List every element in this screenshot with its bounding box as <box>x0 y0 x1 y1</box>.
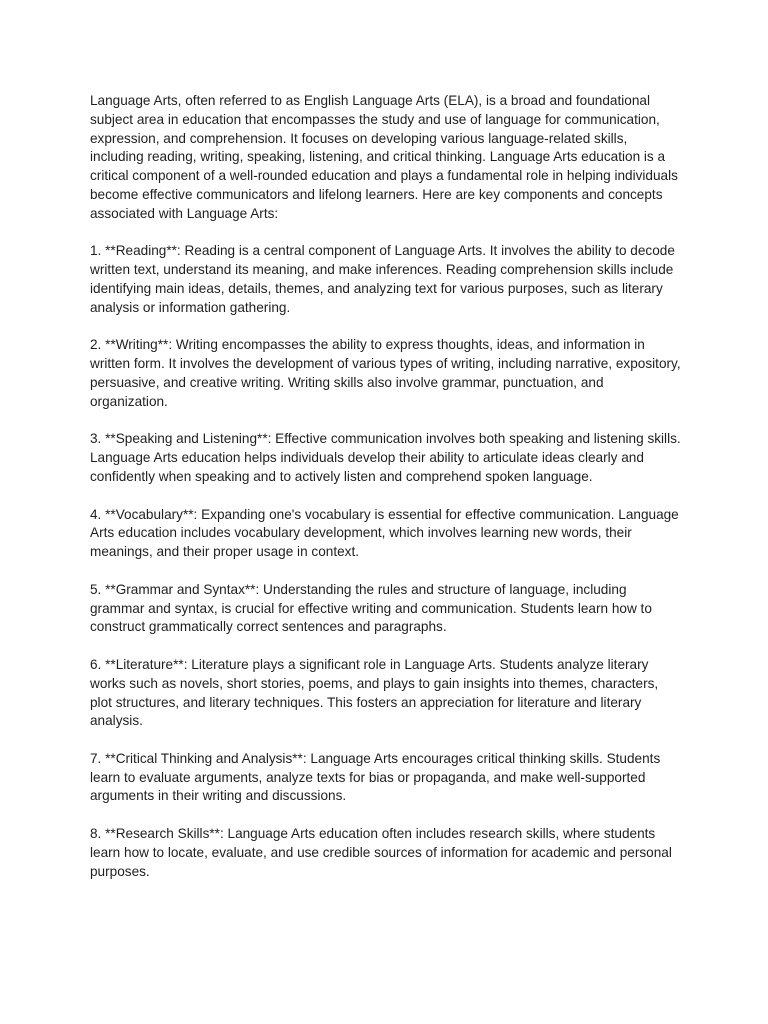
item-grammar-syntax: 5. **Grammar and Syntax**: Understanding the rules and structure of language, including grammar and syntax, is crucial for effective writing and communication. Students learn how to construct grammatically correct sentences and paragraphs. <box>90 581 652 635</box>
item-reading: 1. **Reading**: Reading is a central component of Language Arts. It involves the ability to decode written text, understand its meaning, and make inferences. Reading comprehension skills include identifying main ideas, details, themes, and analyzing text for various purposes, such as literary analysis or information gathering. <box>90 243 675 315</box>
document-body <box>90 92 682 900</box>
intro-paragraph: Language Arts, often referred to as English Language Arts (ELA), is a broad and foundational subject area in education that encompasses the study and use of language for communication, expression, and comprehension. It focuses on developing various language-related skills, including reading, writing, speaking, listening, and critical thinking. Language Arts education is a critical component of a well-rounded education and plays a fundamental role in helping individuals become effective communicators and lifelong learners. Here are key components and concepts associated with Language Arts: <box>90 93 678 221</box>
item-vocabulary: 4. **Vocabulary**: Expanding one's vocabulary is essential for effective communication. Language Arts education includes vocabulary development, which involves learning new words, their meanings, and their proper usage in context. <box>90 506 679 560</box>
item-research-skills: 8. **Research Skills**: Language Arts education often includes research skills, where students learn how to locate, evaluate, and use credible sources of information for academic and personal purposes. <box>90 826 672 879</box>
item-literature: 6. **Literature**: Literature plays a significant role in Language Arts. Students analyze literary works such as novels, short stories, poems, and plays to gain insights into themes, characters, plot structures, and literary techniques. This fosters an appreciation for literature and literary analysis. <box>90 656 659 729</box>
item-writing: 2. **Writing**: Writing encompasses the ability to express thoughts, ideas, and information in written form. It involves the development of various types of writing, including narrative, expository, persuasive, and creative writing. Writing skills also involve grammar, punctuation, and organization. <box>90 337 681 409</box>
item-critical-thinking: 7. **Critical Thinking and Analysis**: Language Arts encourages critical thinking skills. Students learn to evaluate arguments, analyze texts for bias or propaganda, and make well-supported arguments in their writing and discussions. <box>90 750 661 804</box>
item-speaking-listening: 3. **Speaking and Listening**: Effective communication involves both speaking and listening skills. Language Arts education helps individuals develop their ability to articulate ideas clearly and confidently when speaking and to actively listen and comprehend spoken language. <box>90 431 681 484</box>
